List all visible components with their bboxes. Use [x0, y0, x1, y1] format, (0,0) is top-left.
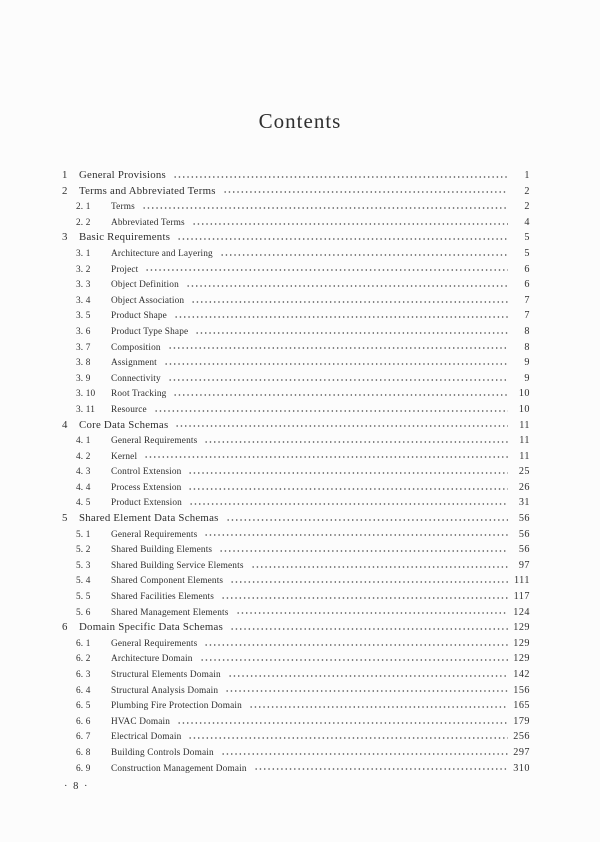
toc-entry-number: 3. 3	[76, 280, 91, 291]
toc-entry-page: 9	[524, 357, 530, 369]
toc-entry-label: Shared Management Elements	[111, 607, 229, 618]
toc-entry	[62, 542, 530, 558]
toc-entry	[62, 761, 530, 777]
toc-entry-page: 310	[513, 762, 530, 774]
toc-entry-number: 2	[62, 184, 68, 197]
toc-dot-leader	[230, 578, 508, 586]
toc-entry-label: Root Tracking	[111, 389, 167, 400]
toc-entry-label: HVAC Domain	[111, 716, 171, 727]
toc-entry-label: Terms and Abbreviated Terms	[79, 184, 216, 197]
toc-entry-number: 4. 3	[76, 467, 91, 478]
toc-entry-page: 56	[518, 513, 530, 525]
toc-entry-label: Assignment	[111, 358, 157, 369]
toc-entry-label: General Provisions	[79, 169, 166, 181]
toc-entry-page: 256	[513, 731, 530, 743]
toc-entry-number: 2. 1	[76, 202, 91, 213]
toc-dot-leader	[174, 313, 508, 321]
toc-entry-page: 129	[513, 622, 530, 634]
toc-entry	[62, 230, 530, 246]
toc-entry-label: Plumbing Fire Protection Domain	[111, 701, 242, 712]
toc-entry-number: 3. 4	[76, 295, 91, 306]
toc-dot-leader	[177, 235, 508, 243]
toc-dot-leader	[154, 407, 508, 415]
toc-entry-label: Kernel	[111, 451, 138, 462]
toc-entry	[62, 605, 530, 621]
toc-entry-page: 5	[524, 232, 530, 244]
toc-entry-number: 5. 4	[76, 576, 91, 587]
toc-entry-label: Resource	[111, 404, 147, 415]
toc-entry-number: 6. 6	[76, 716, 91, 727]
toc-dot-leader	[192, 220, 508, 228]
toc-entry-page: 124	[513, 606, 530, 618]
toc-entry-label: Shared Building Service Elements	[111, 560, 244, 571]
toc-entry-label: Abbreviated Terms	[111, 217, 185, 228]
toc-entry-page: 2	[524, 185, 530, 197]
toc-entry-page: 2	[524, 201, 530, 213]
toc-entry-page: 4	[524, 216, 530, 228]
toc-entry-label: Process Extension	[111, 482, 182, 493]
toc-entry-number: 5. 1	[76, 529, 91, 540]
toc-dot-leader	[164, 360, 508, 368]
toc-entry-number: 6. 5	[76, 701, 91, 712]
toc-entry	[62, 651, 530, 667]
toc-entry-number: 4. 5	[76, 498, 91, 509]
toc-entry-page: 11	[519, 435, 530, 447]
toc-entry-number: 5	[62, 512, 68, 525]
toc-dot-leader	[175, 422, 508, 430]
toc-dot-leader	[254, 765, 508, 773]
toc-dot-leader	[168, 376, 508, 384]
toc-entry-label: Building Controls Domain	[111, 747, 214, 758]
toc-entry-page: 11	[519, 450, 530, 462]
toc-entry-label: Connectivity	[111, 373, 161, 384]
toc-entry	[62, 511, 530, 527]
toc-entry-number: 3. 7	[76, 342, 91, 353]
toc-entry-page: 111	[513, 575, 530, 587]
toc-dot-leader	[230, 625, 508, 633]
toc-entry	[62, 683, 530, 699]
toc-entry	[62, 293, 530, 309]
toc-entry-label: Object Definition	[111, 280, 179, 291]
toc-entry-number: 6. 1	[76, 638, 91, 649]
toc-entry-number: 2. 2	[76, 217, 91, 228]
toc-dot-leader	[168, 344, 508, 352]
toc-entry-label: Object Association	[111, 295, 185, 306]
toc-entry	[62, 745, 530, 761]
toc-entry-number: 4	[62, 418, 68, 431]
toc-entry-label: General Requirements	[111, 529, 198, 540]
toc-entry-page: 10	[518, 403, 530, 415]
toc-entry-page: 7	[524, 310, 530, 322]
toc-entry-label: Shared Building Elements	[111, 545, 213, 556]
toc-entry	[62, 386, 530, 402]
toc-entry-page: 117	[513, 591, 530, 603]
toc-entry	[62, 698, 530, 714]
toc-dot-leader	[228, 672, 508, 680]
toc-entry-page: 8	[524, 325, 530, 337]
toc-entry	[62, 371, 530, 387]
toc-entry-page: 97	[518, 559, 530, 571]
toc-entry-page: 56	[518, 528, 530, 540]
toc-dot-leader	[191, 298, 508, 306]
toc-entry-label: Structural Elements Domain	[111, 670, 221, 680]
toc-dot-leader	[225, 687, 508, 695]
toc-entry-number: 5. 3	[76, 560, 91, 571]
toc-entry	[62, 324, 530, 340]
toc-entry-page: 11	[519, 419, 530, 431]
toc-entry-number: 3. 9	[76, 373, 91, 384]
toc-entry-page: 165	[513, 700, 530, 712]
toc-entry-number: 3. 5	[76, 311, 91, 322]
page-title: Contents	[258, 109, 342, 133]
toc-entry-page: 129	[513, 637, 530, 649]
toc-entry-page: 10	[518, 388, 530, 400]
toc-entry-page: 31	[518, 497, 530, 509]
toc-entry	[62, 199, 530, 215]
toc-dot-leader	[195, 329, 508, 337]
toc-entry-label: Shared Facilities Elements	[111, 592, 215, 603]
toc-entry	[62, 714, 530, 730]
toc-dot-leader	[173, 173, 508, 181]
toc-entry	[62, 184, 530, 200]
toc-entry-page: 156	[513, 684, 530, 696]
toc-entry-page: 6	[524, 263, 530, 275]
toc-entry-number: 6. 2	[76, 654, 91, 665]
toc-dot-leader	[223, 188, 508, 196]
folio-page-number: · 8 ·	[64, 781, 89, 792]
toc-entry	[62, 215, 530, 231]
toc-dot-leader	[226, 516, 508, 524]
toc-dot-leader	[144, 453, 508, 461]
toc-entry-number: 5. 5	[76, 592, 91, 603]
toc-dot-leader	[188, 469, 508, 477]
toc-dot-leader	[221, 594, 508, 602]
toc-entry-page: 179	[513, 715, 530, 727]
toc-entry-number: 6. 4	[76, 685, 91, 696]
toc-entry-number: 6. 7	[76, 732, 91, 743]
toc-entry-label: Electrical Domain	[111, 732, 182, 743]
toc-dot-leader	[142, 204, 508, 212]
toc-entry-page: 56	[518, 544, 530, 556]
toc-entry-label: Core Data Schemas	[79, 418, 169, 431]
toc-entry-label: General Requirements	[111, 638, 198, 649]
toc-dot-leader	[251, 563, 508, 571]
toc-entry-number: 5. 6	[76, 607, 91, 618]
toc-entry-label: Terms	[111, 202, 135, 213]
toc-entry-page: 25	[518, 466, 530, 478]
toc-entry-label: Product Shape	[111, 311, 167, 322]
toc-entry	[62, 277, 530, 293]
toc-entry-label: Composition	[111, 342, 161, 353]
toc-entry	[62, 168, 530, 184]
toc-entry-number: 4. 1	[76, 436, 91, 447]
toc-entry-page: 6	[524, 279, 530, 291]
toc-entry-page: 5	[524, 247, 530, 259]
toc-entry-page: 7	[524, 294, 530, 306]
toc-entry-number: 4. 4	[76, 482, 91, 493]
toc-entry-page: 142	[513, 669, 530, 680]
toc-entry-number: 4. 2	[76, 451, 91, 462]
toc-entry-number: 3. 8	[76, 358, 91, 369]
toc-entry-label: Architecture and Layering	[111, 248, 213, 259]
toc-entry	[62, 667, 530, 683]
toc-entry	[62, 620, 530, 636]
toc-entry-label: Control Extension	[111, 467, 182, 478]
toc-dot-leader	[173, 391, 508, 399]
toc-dot-leader	[145, 266, 508, 274]
toc-entry-page: 26	[518, 481, 530, 493]
toc-entry	[62, 308, 530, 324]
toc-entry-label: Shared Component Elements	[111, 576, 224, 587]
table-of-contents	[62, 168, 530, 776]
toc-entry-number: 5. 2	[76, 545, 91, 556]
toc-dot-leader	[186, 282, 508, 290]
toc-entry	[62, 418, 530, 434]
toc-entry	[62, 589, 530, 605]
toc-entry-number: 3	[62, 231, 68, 244]
toc-entry-label: Product Type Shape	[111, 326, 189, 337]
toc-entry	[62, 729, 530, 745]
toc-entry-label: Structural Analysis Domain	[111, 685, 219, 696]
toc-entry	[62, 355, 530, 371]
toc-dot-leader	[188, 734, 508, 742]
toc-entry-label: Shared Element Data Schemas	[79, 512, 219, 525]
toc-entry-page: 8	[524, 341, 530, 353]
toc-entry-page: 1	[524, 170, 530, 181]
toc-dot-leader	[221, 750, 508, 758]
toc-entry-label: General Requirements	[111, 436, 198, 447]
toc-entry	[62, 573, 530, 589]
toc-dot-leader	[200, 656, 508, 664]
toc-entry-page: 129	[513, 653, 530, 665]
toc-entry-number: 6	[62, 621, 68, 634]
toc-entry	[62, 433, 530, 449]
toc-entry	[62, 340, 530, 356]
toc-entry	[62, 262, 530, 278]
toc-entry	[62, 464, 530, 480]
toc-entry-number: 6. 9	[76, 763, 91, 774]
toc-entry-label: Domain Specific Data Schemas	[79, 621, 224, 634]
toc-entry-number: 6. 3	[76, 670, 91, 680]
toc-entry-number: 6. 8	[76, 747, 91, 758]
toc-dot-leader	[249, 703, 508, 711]
toc-entry	[62, 402, 530, 418]
toc-dot-leader	[177, 719, 508, 727]
toc-dot-leader	[220, 251, 508, 259]
toc-entry	[62, 246, 530, 262]
toc-entry-number: 3. 11	[76, 404, 95, 415]
toc-entry-label: Basic Requirements	[79, 231, 171, 244]
toc-entry	[62, 480, 530, 496]
toc-dot-leader	[204, 438, 508, 446]
toc-entry-number: 3. 1	[76, 248, 91, 259]
toc-entry-number: 3. 10	[76, 389, 96, 400]
toc-dot-leader	[188, 485, 508, 493]
toc-dot-leader	[204, 641, 508, 649]
toc-entry	[62, 495, 530, 511]
toc-entry-label: Product Extension	[111, 498, 182, 509]
toc-dot-leader	[189, 500, 508, 508]
toc-entry	[62, 527, 530, 543]
toc-dot-leader	[236, 609, 509, 617]
toc-entry	[62, 636, 530, 652]
toc-entry-label: Project	[111, 264, 139, 275]
toc-dot-leader	[219, 547, 508, 555]
toc-entry-label: Architecture Domain	[111, 654, 193, 665]
toc-entry-number: 3. 6	[76, 326, 91, 337]
toc-entry-page: 9	[524, 372, 530, 384]
toc-entry-page: 297	[513, 746, 530, 758]
toc-entry-label: Construction Management Domain	[111, 763, 247, 774]
toc-entry-number: 3. 2	[76, 264, 91, 275]
toc-entry-number: 1	[62, 169, 68, 181]
toc-dot-leader	[204, 531, 508, 539]
toc-entry	[62, 558, 530, 574]
toc-entry	[62, 449, 530, 465]
